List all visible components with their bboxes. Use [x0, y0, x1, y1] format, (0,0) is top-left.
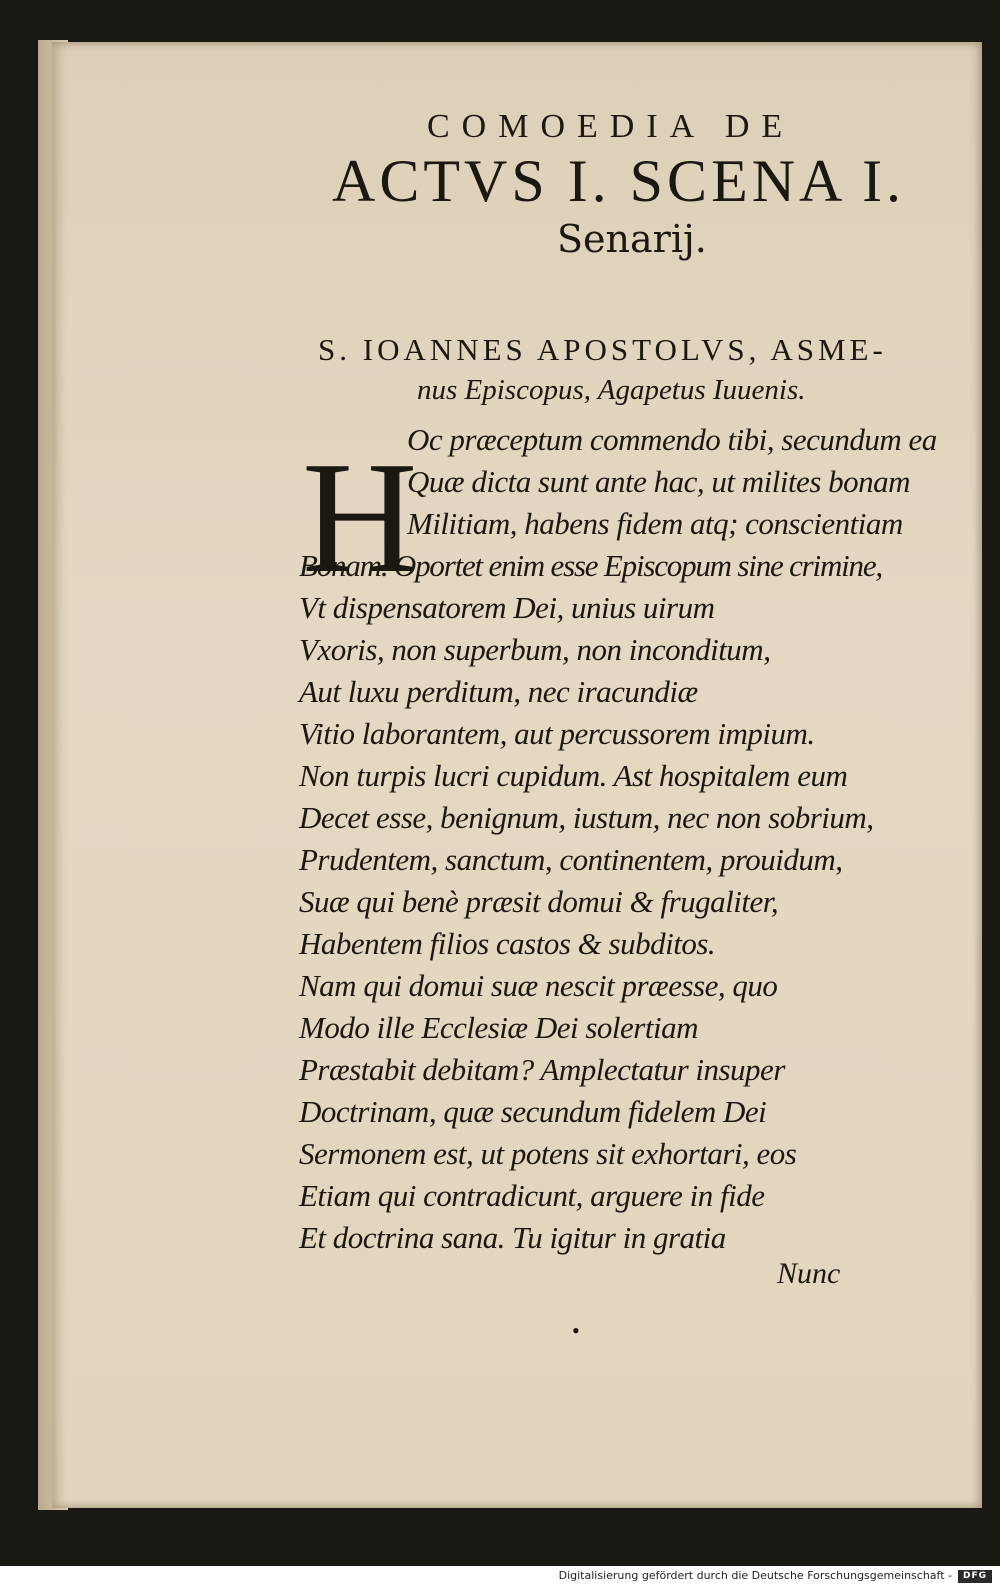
digitization-credit: Digitalisierung gefördert durch die Deutsche Forschungsgemeinschaft -: [558, 1569, 952, 1582]
dfg-logo: DFG: [958, 1570, 992, 1583]
verse-line: Doctrinam, quæ secundum fidelem Dei: [299, 1094, 767, 1129]
verse-line: Prudentem, sanctum, continentem, prouidum,: [299, 842, 843, 877]
verse-line: Militiam, habens fidem atq; conscientiam: [407, 506, 903, 541]
verse-line: Oc præceptum commendo tibi, secundum ea: [407, 422, 937, 457]
verse-line: Vt dispensatorem Dei, unius uirum: [299, 590, 715, 625]
verse-line: Quæ dicta sunt ante hac, ut milites bonam: [407, 464, 911, 499]
act-scene-title: ACTVS I. SCENA I.: [332, 148, 906, 214]
verse-line: Præstabit debitam? Amplectatur insuper: [299, 1052, 785, 1087]
drop-cap: H: [302, 428, 418, 606]
verse-line: Etiam qui contradicunt, arguere in fide: [299, 1178, 765, 1213]
meter-label: Senarij.: [557, 217, 707, 261]
signature-mark: •: [572, 1318, 580, 1343]
catchword: Nunc: [777, 1257, 841, 1290]
verse-line: Vitio laborantem, aut percussorem impium.: [299, 716, 815, 751]
verse-line: Sermonem est, ut potens sit exhortari, eos: [299, 1136, 797, 1171]
characters-line-2: nus Episcopus, Agapetus Iuuenis.: [417, 374, 806, 406]
verse-line: Non turpis lucri cupidum. Ast hospitalem eum: [299, 758, 848, 793]
running-head: COMOEDIA DE: [427, 108, 795, 145]
characters-line-1: S. IOANNES APOSTOLVS, ASME-: [318, 332, 887, 367]
verse-line: Modo ille Ecclesiæ Dei solertiam: [299, 1010, 698, 1045]
verse-line: Habentem filios castos & subditos.: [299, 926, 716, 961]
verse-line: Decet esse, benignum, iustum, nec non sobrium,: [299, 800, 874, 835]
verse-line: Bonam. Oportet enim esse Episcopum sine crimine,: [299, 548, 882, 583]
verse-line: Aut luxu perditum, nec iracundiæ: [299, 674, 698, 709]
book-page: [52, 42, 982, 1508]
verse-line: Et doctrina sana. Tu igitur in gratia: [299, 1220, 726, 1255]
verse-line: Suæ qui benè præsit domui & frugaliter,: [299, 884, 779, 919]
verse-line: Vxoris, non superbum, non inconditum,: [299, 632, 771, 667]
verse-line: Nam qui domui suæ nescit præesse, quo: [299, 968, 778, 1003]
